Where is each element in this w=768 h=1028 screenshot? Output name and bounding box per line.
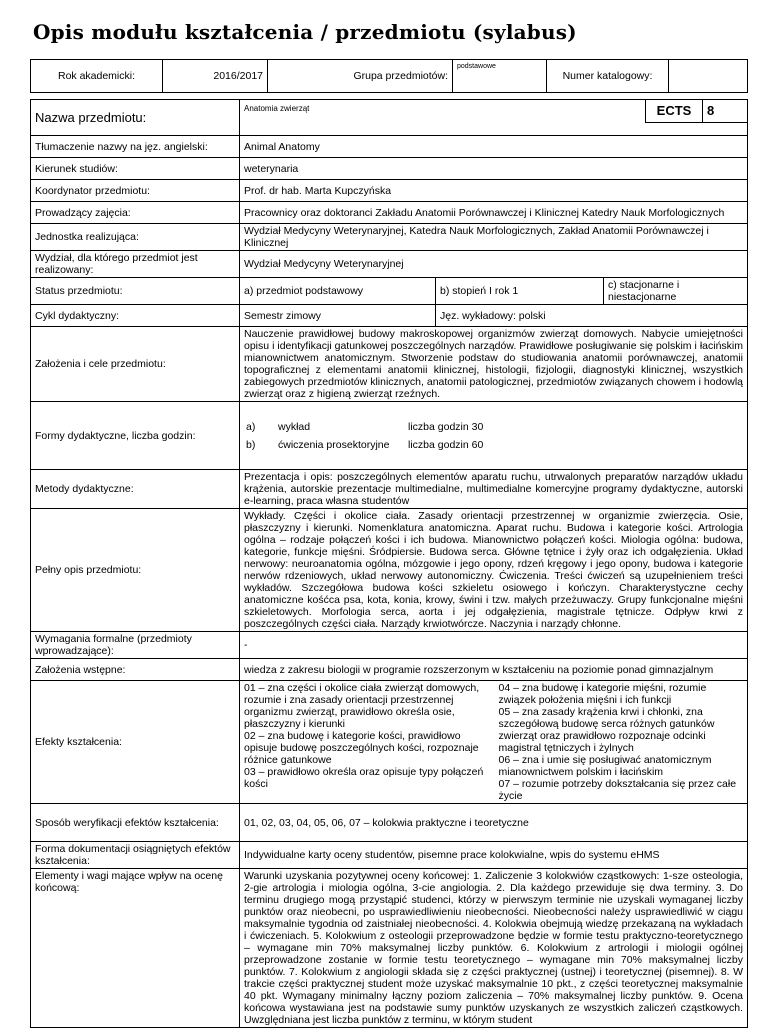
status-c: c) stacjonarne i niestacjonarne: [604, 278, 748, 305]
tlumaczenie-value: Animal Anatomy: [240, 136, 748, 158]
koordynator-value: Prof. dr hab. Marta Kupczyńska: [240, 180, 748, 202]
cykl-label: Cykl dydaktyczny:: [31, 305, 240, 327]
sposob-label: Sposób weryfikacji efektów kształcenia:: [31, 804, 240, 842]
forma-hours: liczba godzin 60: [408, 438, 484, 451]
forma-dok-value: Indywidualne karty oceny studentów, pisemne prace kolokwialne, wpis do systemu eHMS: [240, 842, 748, 869]
pelny-label: Pełny opis przedmiotu:: [31, 509, 240, 632]
wymagania-label: Wymagania formalne (przedmioty wprowadzające):: [31, 632, 240, 659]
formy-label: Formy dydaktyczne, liczba godzin:: [31, 402, 240, 470]
kierunek-value: weterynaria: [240, 158, 748, 180]
elementy-value: Warunki uzyskania pozytywnej oceny końcowej: 1. Zaliczenie 3 kolokwiów cząstkowych: 1-sze osteologia, 2-gie artrologia i miologia ogólna, 3-cie angiologia. 2. Dla każdego przewiduje się dwa terminy. 3. Do terminu drugiego mogą przystąpić studenci, którzy w pierwszym terminie nie uzyskali wymaganej liczby punktów oraz nieobecni, po usprawiedliwieniu nieobecności. Nieobecności należy usprawiedliwić w ciągu maksymalnie tygodnia od zaistniałej nieobecności. 4. Kolokwia obejmują wiedzę przekazaną na wykładach i ćwiczeniach. 5. Kolokwium z osteologii przeprowadzone będzie w formie testu praktyczno-teoretycznego – wymagane min 70% maksymalnej liczby punktów. 6. Kolokwium z artrologii i miologii ogólnej przeprowadzone zostanie w formie testu teoretycznego – wymagane min 70% maksymalnej liczby punktów. 7. Kolokwium z angiologii składa się z części praktycznej (ustnej) i teoretycznej (pisemnej). 8. W trakcie części praktycznej student może uzyskać maksymalnie 10 pkt., z części teoretycznej maksymalnie 40 pkt. Wymagany minimalny łączny poziom zaliczenia – 70% maksymalnej liczby punktów. 9. Ocena końcowa wystawiana jest na podstawie sumy punktów uzyskanych ze wszystkich zaliczeń cząstkowych. Uwzględniana jest liczba punktów z terminu, w którym student: [240, 869, 748, 1028]
rok-value: 2016/2017: [163, 60, 268, 93]
kierunek-label: Kierunek studiów:: [31, 158, 240, 180]
pelny-value: Wykłady. Części i okolice ciała. Zasady orientacji przestrzennej w organizmie zwierzęcia. Osie, płaszczyzny i kierunki. Nomenklatura anatomiczna. Aparat ruchu. Budowa i kategorie kości. Artrologia ogólna – rodzaje połączeń kości i ich budowa. Mianownictwo połączeń kości. Miologia ogólna: budowa, kategorie, funkcje mięśni. Śródpiersie. Budowa serca. Główne tętnice i żyły oraz ich odgałęzienia. Układ nerwowy: neuroanatomia ogólna, mózgowie i jego opony, rdzeń kręgowy i jego opony, budowa i kategorie nerwów rdzeniowych, układ nerwowy autonomiczny. Ćwiczenia. Treści ćwiczeń są uzupełnieniem treści wykładów. Szczegółowa budowa kości szkieletu osiowego i kończyn. Charakterystyczne cechy anatomiczne kośćca psa, kota, konia, krowy, świni i tzw. małych przeżuwaczy. Grupy funkcjonalne mięśni szkieletowych. Morfologia serca, aorta i jej odgałęzienia, magistrale tętnicze. Odpływ krwi z poszczególnych części ciała. Narządy krwiotwórcze. Naczynia i narządy chłonne.: [240, 509, 748, 632]
tlumaczenie-label: Tłumaczenie nazwy na jęz. angielski:: [31, 136, 240, 158]
forma-dok-label: Forma dokumentacji osiągniętych efektów kształcenia:: [31, 842, 240, 869]
efekty-label: Efekty kształcenia:: [31, 681, 240, 804]
jednostka-value: Wydział Medycyny Weterynaryjnej, Katedra Nauk Morfologicznych, Zakład Anatomii Porównawczej i Klinicznej: [240, 224, 748, 251]
wydzial-label: Wydział, dla którego przedmiot jest realizowany:: [31, 251, 240, 278]
jezyk-value: Jęz. wykładowy: polski: [436, 305, 748, 327]
jednostka-label: Jednostka realizująca:: [31, 224, 240, 251]
wstepne-value: wiedza z zakresu biologii w programie rozszerzonym w kształceniu na poziomie ponad gimnazjalnym: [240, 659, 748, 681]
koordynator-label: Koordynator przedmiotu:: [31, 180, 240, 202]
forma-hours: liczba godzin 30: [408, 420, 484, 433]
forma-row: [240, 418, 747, 436]
forma-name: ćwiczenia prosektoryjne: [278, 438, 390, 451]
wydzial-value: Wydział Medycyny Weterynaryjnej: [240, 251, 748, 278]
numer-value: [669, 60, 748, 93]
elementy-label: Elementy i wagi mające wpływ na ocenę końcową:: [31, 869, 240, 1028]
efekty-right: 04 – zna budowę i kategorie mięśni, rozumie związek położenia mięśni i ich funkcji 05 – zna zasady krążenia krwi i chłonki, zna szczegółową budowę serca różnych gatunków zwierząt oraz prawidłowo rozpoznaje odcinki magistral tętniczych i żylnych 06 – zna i umie się posługiwać anatomicznym mianownictwem polskim i łacińskim 07 – rozumie potrzeby dokształcania się przez całe życie: [498, 682, 737, 802]
wstepne-label: Założenia wstępne:: [31, 659, 240, 681]
forma-name: wykład: [278, 420, 311, 433]
rok-label: Rok akademicki:: [31, 60, 163, 93]
numer-label: Numer katalogowy:: [547, 60, 669, 93]
prowadzacy-label: Prowadzący zajęcia:: [31, 202, 240, 224]
formy-table: [240, 418, 747, 454]
ects-label: ECTS: [645, 100, 702, 123]
cykl-value: Semestr zimowy: [240, 305, 436, 327]
nazwa-label: Nazwa przedmiotu:: [31, 100, 240, 136]
forma-letter: a): [246, 420, 256, 433]
page-title: Opis modułu kształcenia / przedmiotu (sylabus): [33, 20, 577, 44]
forma-row: [240, 436, 747, 454]
header-table: [30, 59, 748, 93]
zalozenia-label: Założenia i cele przedmiotu:: [31, 327, 240, 402]
status-b: b) stopień I rok 1: [436, 278, 604, 305]
nazwa-value: Anatomia zwierząt: [244, 104, 310, 113]
sposob-value: 01, 02, 03, 04, 05, 06, 07 – kolokwia praktyczne i teoretyczne: [240, 804, 748, 842]
ects-value: 8: [702, 100, 747, 123]
prowadzacy-value: Pracownicy oraz doktoranci Zakładu Anatomii Porównawczej i Klinicznej Katedry Nauk Morfologicznych: [240, 202, 748, 224]
grupa-label: Grupa przedmiotów:: [268, 60, 453, 93]
status-a: a) przedmiot podstawowy: [240, 278, 436, 305]
forma-letter: b): [246, 438, 256, 451]
efekty-left: 01 – zna części i okolice ciała zwierząt domowych, rozumie i zna zasady orientacji przestrzennej organizmu zwierząt, prawidłowo określa osie, płaszczyzny i kierunki 02 – zna budowę i kategorie kości, prawidłowo opisuje budowę poszczególnych kości, rozpoznaje różnice gatunkowe 03 – prawidłowo określa oraz opisuje typy połączeń kości: [244, 682, 484, 790]
wymagania-value: -: [240, 632, 748, 659]
status-label: Status przedmiotu:: [31, 278, 240, 305]
syllabus-table: [30, 99, 748, 1028]
zalozenia-value: Nauczenie prawidłowej budowy makroskopowej organizmów zwierząt domowych. Nabycie umiejętności opisu i identyfikacji gatunkowej poszczególnych narządów. Prawidłowe posługiwanie się polskim i łacińskim mianownictwem anatomicznym. Stworzenie podstaw do studiowania anatomii porównawczej, anatomii topograficznej z elementami anatomii klinicznej, histologii, fizjologii, diagnostyki klinicznej, wszystkich zabiegowych przedmiotów klinicznych, anatomii patologicznej, przedmiotów związanych chowem i hodowlą zwierząt oraz z higieną zwierząt rzeźnych.: [240, 327, 748, 402]
metody-value: Prezentacja i opis: poszczególnych elementów aparatu ruchu, utrwalonych preparatów narządów układu krążenia, autorskie prezentacje multimedialne, multimedialne komercyjne programy dydaktyczne, autorski e-learning, praca własna studentów: [240, 470, 748, 509]
metody-label: Metody dydaktyczne:: [31, 470, 240, 509]
grupa-value: podstawowe: [453, 60, 547, 93]
